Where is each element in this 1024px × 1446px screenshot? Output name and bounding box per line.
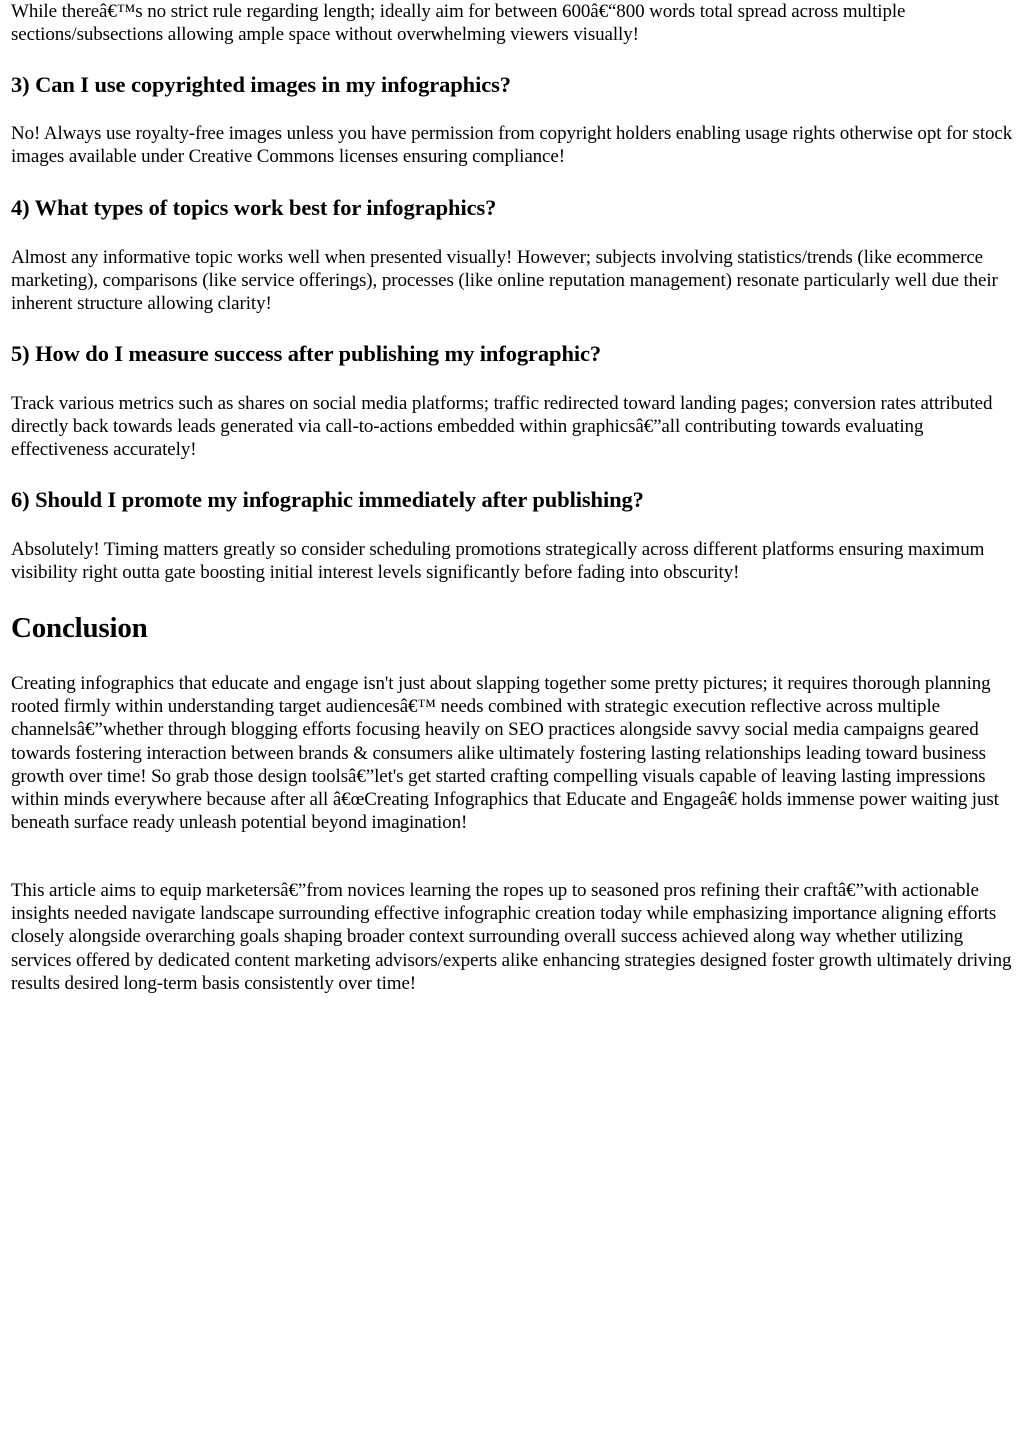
- conclusion-paragraph-1: Creating infographics that educate and engage isn't just about slapping together some pretty pictures; it requires thorough planning rooted firmly within understanding target audiencesâ€™ needs combined with strategic execution reflective across multiple channelsâ€”whether through blogging efforts focusing heavily on SEO practices alongside savvy social media campaigns geared towards fostering interaction between brands & consumers alike ultimately fostering lasting relationships leading toward business growth over time! So grab those design toolsâ€”let's get started crafting compelling visuals capable of leaving lasting impressions within minds everywhere because after all â€œCreating Infographics that Educate and Engageâ€ holds immense power waiting just beneath surface ready unleash potential beyond imagination!: [11, 673, 999, 834]
- faq-question-4: 4) What types of topics work best for infographics?: [11, 195, 497, 220]
- intro-paragraph: While thereâ€™s no strict rule regarding length; ideally aim for between 600â€“800 words total spread across multiple sections/subsections allowing ample space without overwhelming viewers visually!: [11, 1, 906, 46]
- faq-answer-5: Track various metrics such as shares on social media platforms; traffic redirected toward landing pages; conversion rates attributed directly back towards leads generated via call-to-actions embedded within graphicsâ€”all contributing towards evaluating effectiveness accurately!: [11, 393, 993, 461]
- faq-answer-3: No! Always use royalty-free images unless you have permission from copyright holders enabling usage rights otherwise opt for stock images available under Creative Commons licenses ensuring compliance!: [11, 123, 1013, 168]
- conclusion-paragraph-2: This article aims to equip marketersâ€”from novices learning the ropes up to seasoned pros refining their craftâ€”with actionable insights needed navigate landscape surrounding effective infographic creation today while emphasizing importance aligning efforts closely alongside overarching goals shaping broader context surrounding overall success achieved along way whether utilizing services offered by dedicated content marketing advisors/experts alike enhancing strategies designed foster growth ultimately driving results desired long-term basis consistently over time!: [11, 880, 1012, 994]
- faq-question-6: 6) Should I promote my infographic immediately after publishing?: [11, 487, 644, 512]
- faq-answer-4: Almost any informative topic works well when presented visually! However; subjects involving statistics/trends (like ecommerce marketing), comparisons (like service offerings), processes (like online reputation management) resonate particularly well due their inherent structure allowing clarity!: [11, 247, 998, 315]
- faq-question-5: 5) How do I measure success after publishing my infographic?: [11, 341, 602, 366]
- faq-question-3: 3) Can I use copyrighted images in my infographics?: [11, 72, 511, 97]
- conclusion-heading: Conclusion: [11, 612, 148, 644]
- faq-answer-6: Absolutely! Timing matters greatly so consider scheduling promotions strategically across different platforms ensuring maximum visibility right outta gate boosting initial interest levels significantly before fading into obscurity!: [11, 539, 985, 584]
